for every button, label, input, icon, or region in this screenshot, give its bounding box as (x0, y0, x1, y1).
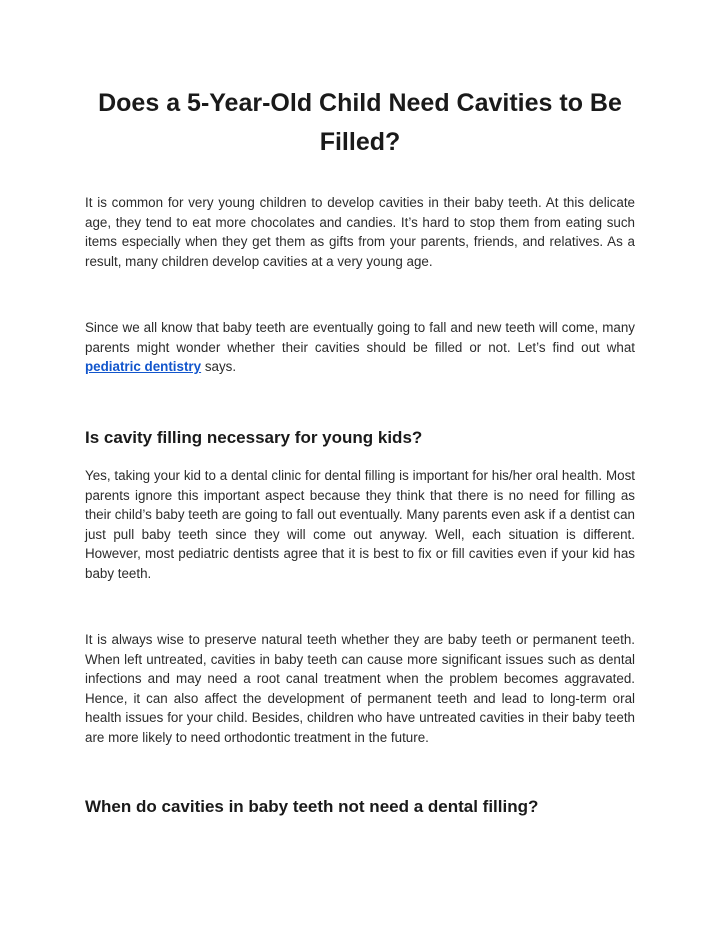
paragraph-text-before-link: Since we all know that baby teeth are eventually going to fall and new teeth will come, many parents might wonder whether their cavities should be filled or not. Let’s find out what (85, 320, 635, 355)
pediatric-dentistry-link[interactable]: pediatric dentistry (85, 359, 202, 375)
paragraph-text-after-link: says. (201, 359, 237, 375)
preserve-teeth-paragraph: It is always wise to preserve natural teeth whether they are baby teeth or permanent teeth. When left untreated, cavities in baby teeth can cause more significant issues such as dental infections and may need a root canal treatment when the problem becomes aggravated. Hence, it can also affect the development of permanent teeth and lead to long-term oral health issues for your child. Besides, children who have untreated cavities in their baby teeth are more likely to need orthodontic treatment in the future. (85, 632, 635, 745)
pediatric-dentistry-paragraph (85, 318, 635, 377)
document-title: Does a 5-Year-Old Child Need Cavities to Be Filled? (98, 89, 622, 156)
dental-filling-paragraph: Yes, taking your kid to a dental clinic for dental filling is important for his/her oral health. Most parents ignore this important aspect because they think that there is no need for filling as their child’s baby teeth are going to fall out eventually. Many parents even ask if a dentist can just pull baby teeth since they will come out anyway. Well, each situation is different. However, most pediatric dentists agree that it is best to fix or fill cavities even if your kid has baby teeth. (85, 468, 635, 581)
section-heading-cavity-filling: Is cavity filling necessary for young kids? (85, 428, 423, 447)
section-heading-no-filling: When do cavities in baby teeth not need a dental filling? (85, 797, 539, 816)
intro-paragraph: It is common for very young children to develop cavities in their baby teeth. At this delicate age, they tend to eat more chocolates and candies. It’s hard to stop them from eating such items especially when they get them as gifts from your parents, friends, and relatives. As a result, many children develop cavities at a very young age. (85, 195, 635, 269)
